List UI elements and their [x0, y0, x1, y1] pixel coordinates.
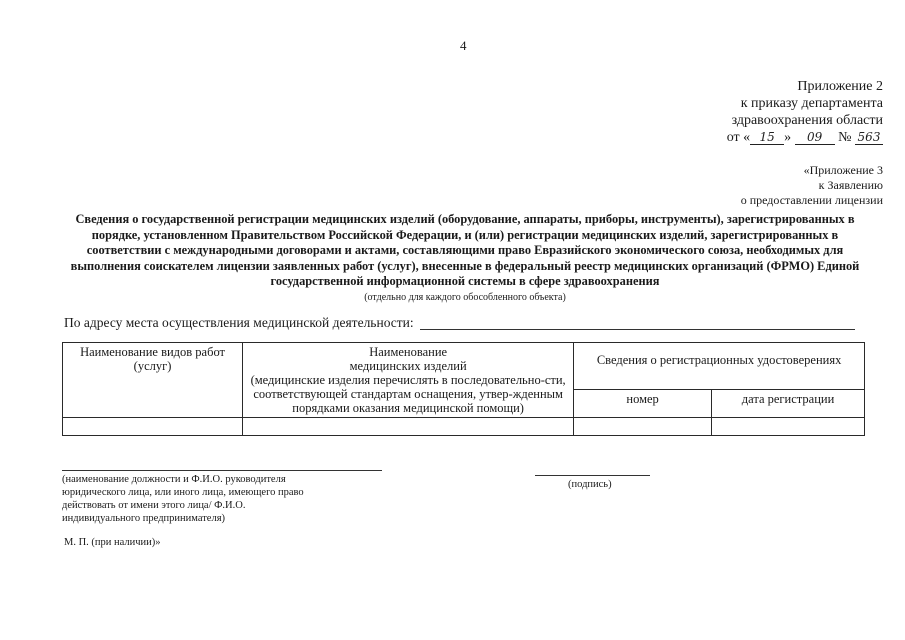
- header-device-line1: Наименование: [369, 345, 448, 359]
- header-reg-date: дата регистрации: [712, 390, 865, 418]
- appendix-3-header: [741, 163, 883, 208]
- appendix-2-date-row: [727, 129, 883, 146]
- header-device-line2: медицинских изделий: [349, 359, 467, 373]
- header-registration-info: Сведения о регистрационных удостоверениях: [574, 343, 865, 390]
- appendix-2-title: Приложение 2: [797, 79, 883, 94]
- address-label: По адресу места осуществления медицинской деятельности:: [64, 315, 414, 330]
- number-label: №: [838, 130, 852, 145]
- table-row: [63, 418, 865, 436]
- appendix-2-order-ref: к приказу департамента: [740, 96, 883, 111]
- address-row: [64, 315, 855, 331]
- table-cell: [574, 418, 712, 436]
- appendix-2-department: здравоохранения области: [731, 113, 883, 128]
- stamp-note: М. П. (при наличии)»: [64, 537, 161, 548]
- signature-line: [535, 475, 650, 476]
- position-signature-line: [62, 470, 382, 471]
- handwritten-month: 09: [795, 131, 835, 145]
- position-caption: (наименование должности и Ф.И.О. руководителя юридического лица, или иного лица, имеющего право действовать от имени этого лица/ Ф.И.О. индивидуального предпринимателя): [62, 474, 304, 524]
- address-fill-line: [420, 329, 855, 330]
- signature-caption: (подпись): [568, 479, 612, 490]
- registration-table: [62, 342, 865, 436]
- document-title: Сведения о государственной регистрации медицинских изделий (оборудование, аппараты, приборы, инструменты), зарегистрированных в порядке, установленном Правительством Российской Федерации, и (или) регистрации медицинских изделий, зарегистрированных в соответствии с международными договорами и актами, составляющими право Евразийского экономического союза, необходимых для выполнения соискателем лицензии заявленных работ (услуг), внесенные в федеральный реестр медицинских организаций (ФРМО) Единой государственной информационной системы в сфере здравоохранения: [70, 212, 860, 288]
- header-reg-number: номер: [574, 390, 712, 418]
- table-cell: [243, 418, 574, 436]
- date-mid: »: [784, 130, 792, 145]
- appendix-3-application: к Заявлению: [818, 178, 883, 192]
- header-device-line3: (медицинские изделия перечислять в последовательно-сти, соответствующей стандартам оснащения, утвер-жденным порядками оказания медицинской помощи): [250, 373, 566, 415]
- table-header-row: [63, 343, 865, 390]
- appendix-3-title: «Приложение 3: [803, 163, 883, 177]
- handwritten-number: 563: [855, 131, 883, 145]
- header-work-types: Наименование видов работ (услуг): [63, 343, 243, 418]
- table-cell: [712, 418, 865, 436]
- date-prefix: от «: [726, 130, 751, 145]
- document-title-note: (отдельно для каждого обособленного объекта): [364, 291, 566, 303]
- appendix-2-header: [727, 78, 883, 146]
- table-cell: [63, 418, 243, 436]
- appendix-3-license: о предоставлении лицензии: [740, 193, 883, 207]
- page-number: 4: [460, 38, 467, 53]
- document-title-block: [60, 212, 870, 305]
- header-device-names: [243, 343, 574, 418]
- handwritten-day: 15: [750, 131, 784, 145]
